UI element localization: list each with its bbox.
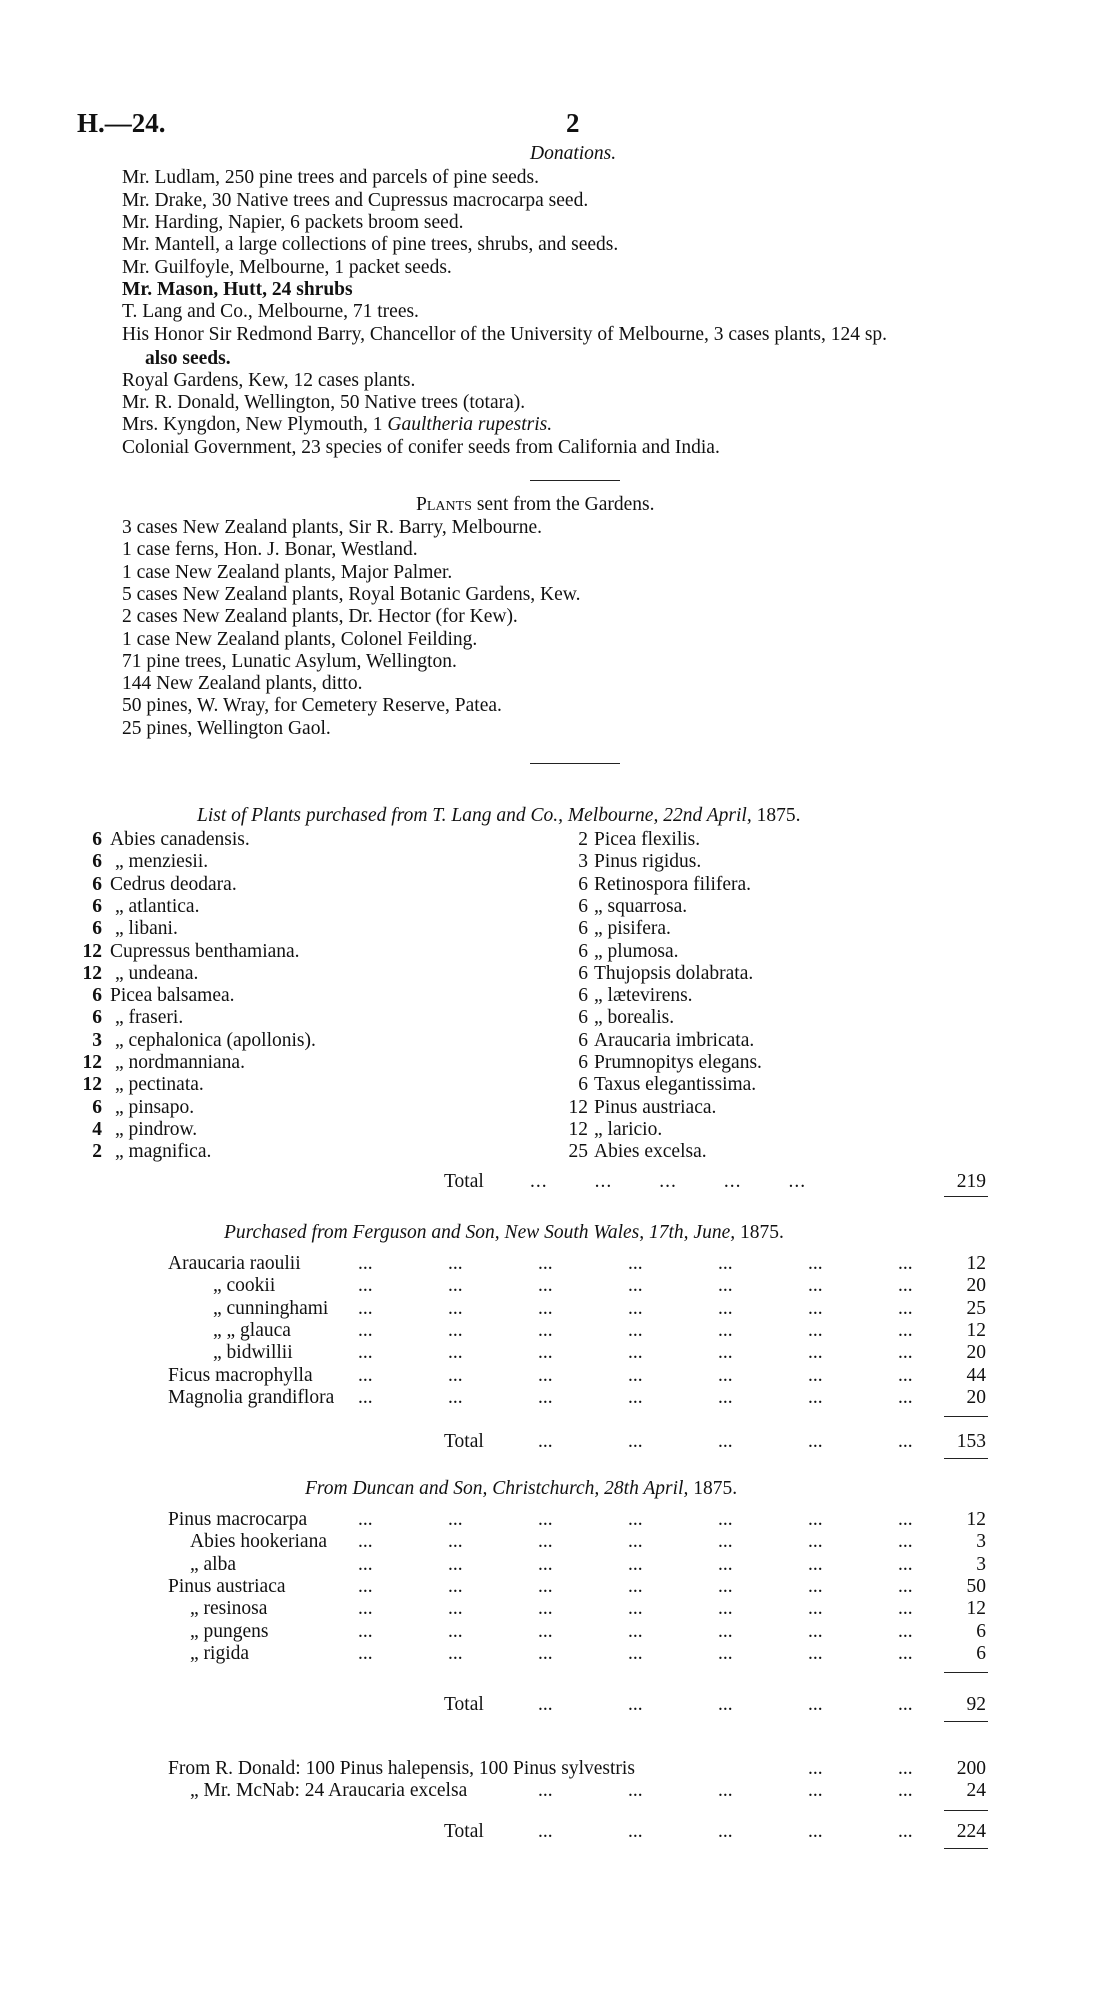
- leader-dots: ...: [448, 1509, 463, 1530]
- row-name: „ cunninghami: [213, 1297, 329, 1319]
- row-name: „ cookii: [213, 1275, 276, 1297]
- leader-dots: ...: [538, 1620, 553, 1642]
- donation-entry: T. Lang and Co., Melbourne, 71 trees.: [122, 301, 419, 322]
- leader-dots: ...: [718, 1598, 733, 1620]
- leader-dots: ...: [448, 1253, 463, 1274]
- series-label: H.—24.: [77, 108, 166, 138]
- leader-dots: ...: [898, 1342, 913, 1364]
- plant-name: Taxus elegantissima.: [594, 1074, 757, 1096]
- plant-quantity: 6: [578, 985, 588, 1007]
- leader-dots: ...: [538, 1386, 553, 1408]
- ferguson-title: [224, 1221, 784, 1244]
- plants-sent-entry: 50 pines, W. Wray, for Cemetery Reserve, Patea.: [122, 695, 502, 717]
- leader-dots: ...: [718, 1642, 733, 1664]
- leader-dots: ...: [898, 1758, 913, 1779]
- donation-entry: Mr. Drake, 30 Native trees and Cupressus macrocarpa seed.: [122, 190, 589, 211]
- leader-dots: ...: [718, 1342, 733, 1364]
- plant-name: „ pindrow.: [115, 1118, 198, 1140]
- plant-quantity: 3: [578, 851, 588, 873]
- plant-name: „ nordmanniana.: [115, 1052, 245, 1073]
- plant-quantity: 25: [568, 1141, 588, 1163]
- plants-sent-title: [416, 493, 654, 516]
- donation-entry: Mr. Ludlam, 250 pine trees and parcels of pine seeds.: [122, 167, 539, 188]
- leader-dots: ...: [718, 1620, 733, 1642]
- row-name: Pinus macrocarpa: [168, 1509, 308, 1530]
- leader-dots: ...: [538, 1575, 553, 1597]
- section-divider: [530, 480, 620, 481]
- leader-dots: ...: [808, 1575, 823, 1597]
- leader-dots: ...: [808, 1386, 823, 1408]
- leader-dots: ...: [538, 1431, 553, 1452]
- donation-entry-text: Mrs. Kyngdon, New Plymouth, 1: [122, 414, 388, 435]
- row-name: „ „ glauca: [213, 1319, 291, 1341]
- lang-list-title: [197, 804, 800, 827]
- row-value: 20: [966, 1342, 986, 1364]
- row-value: 12: [966, 1598, 986, 1620]
- leader-dots: ...: [358, 1364, 373, 1386]
- leader-dots: ...: [538, 1509, 553, 1530]
- plant-quantity: 4: [92, 1118, 102, 1140]
- leader-dots: ...: [358, 1297, 373, 1319]
- donation-entry: Colonial Government, 23 species of conifer seeds from California and India.: [122, 437, 720, 458]
- row-value: 12: [966, 1319, 986, 1341]
- row-name: „ alba: [190, 1553, 237, 1575]
- leader-dots: ...: [808, 1364, 823, 1386]
- leader-dots: ...: [898, 1780, 913, 1801]
- row-value: 50: [966, 1575, 986, 1597]
- total-value: 219: [956, 1171, 986, 1192]
- total-rule: [944, 1672, 988, 1673]
- leader-dots: ...: [718, 1297, 733, 1319]
- leader-dots: ...: [448, 1531, 463, 1553]
- leader-dots: ...: [808, 1821, 823, 1842]
- page-number: 2: [566, 108, 580, 138]
- leader-dots: ...: [538, 1642, 553, 1664]
- leader-dots: ...: [358, 1553, 373, 1575]
- row-name: From R. Donald: 100 Pinus halepensis, 100 Pinus sylvestris: [168, 1758, 635, 1779]
- plant-quantity: 6: [578, 918, 588, 940]
- leader-dots: ...: [718, 1553, 733, 1575]
- leader-dots: ...: [628, 1553, 643, 1575]
- leader-dots: ...: [538, 1821, 553, 1842]
- row-name: Magnolia grandiflora: [168, 1386, 335, 1408]
- row-value: 20: [966, 1386, 986, 1408]
- donation-entry: Royal Gardens, Kew, 12 cases plants.: [122, 370, 416, 391]
- leader-dots: ...: [538, 1253, 553, 1274]
- plant-quantity: 12: [82, 962, 102, 984]
- leader-dots: ...: [538, 1364, 553, 1386]
- plant-name: Abies excelsa.: [594, 1141, 707, 1163]
- leader-dots: ...: [808, 1275, 823, 1297]
- leader-dots: ...: [628, 1575, 643, 1597]
- plant-name: Picea flexilis.: [594, 829, 701, 850]
- leader-dots: ...: [538, 1319, 553, 1341]
- leader-dots: ...: [808, 1431, 823, 1452]
- row-value: 12: [966, 1509, 986, 1530]
- leader-dots: ...: [808, 1342, 823, 1364]
- plant-name: Prumnopitys elegans.: [594, 1052, 762, 1073]
- leader-dots: ...: [808, 1531, 823, 1553]
- leader-dots: ...: [898, 1319, 913, 1341]
- plant-quantity: 6: [92, 918, 102, 940]
- total-label: Total: [444, 1821, 484, 1842]
- leader-dots: ...: [538, 1531, 553, 1553]
- row-value: 6: [976, 1620, 986, 1642]
- plant-quantity: 6: [92, 873, 102, 895]
- plant-name: Cedrus deodara.: [110, 873, 237, 895]
- leader-dots: ...: [448, 1575, 463, 1597]
- leader-dots: ...: [718, 1531, 733, 1553]
- plant-name: „ pisifera.: [594, 918, 671, 940]
- leader-dots: ...: [358, 1342, 373, 1364]
- plants-sent-title-rest: sent from the Gardens.: [471, 494, 655, 515]
- plant-quantity: 6: [92, 985, 102, 1007]
- leader-dots: ...: [538, 1342, 553, 1364]
- total-rule: [944, 1810, 988, 1811]
- leader-dots: ...: [808, 1598, 823, 1620]
- row-value: 20: [966, 1275, 986, 1297]
- plant-name: „ laricio.: [594, 1118, 663, 1140]
- total-label: Total: [444, 1431, 484, 1452]
- row-value: 200: [956, 1758, 986, 1779]
- leader-dots: ...: [358, 1620, 373, 1642]
- leader-dots: ...: [628, 1319, 643, 1341]
- duncan-title-text: From Duncan and Son, Christchurch, 28th April,: [305, 1478, 689, 1499]
- leader-dots: ...: [628, 1620, 643, 1642]
- total-label: Total: [444, 1171, 484, 1192]
- total-value: 92: [966, 1694, 986, 1715]
- leader-dots: ...: [358, 1275, 373, 1297]
- leader-dots: ...: [898, 1575, 913, 1597]
- leader-dots: ...: [718, 1431, 733, 1452]
- row-name: „ rigida: [190, 1642, 250, 1664]
- leader-dots: ...: [718, 1575, 733, 1597]
- leader-dots: ...: [628, 1253, 643, 1274]
- plant-name: „ cephalonica (apollonis).: [115, 1029, 316, 1051]
- leader-dots: ...: [898, 1620, 913, 1642]
- duncan-title-year: 1875.: [693, 1478, 738, 1499]
- plant-quantity: 6: [578, 940, 588, 962]
- plant-name: Cupressus benthamiana.: [110, 940, 300, 962]
- leader-dots: ...: [808, 1642, 823, 1664]
- row-value: 24: [966, 1780, 986, 1801]
- leader-dots: ...: [898, 1275, 913, 1297]
- donation-entry: Mr. Harding, Napier, 6 packets broom seed.: [122, 212, 464, 233]
- donation-entry: [122, 413, 552, 436]
- leader-dots: ...: [358, 1575, 373, 1597]
- total-rule: [944, 1458, 988, 1459]
- total-rule: [944, 1196, 988, 1197]
- plant-name: Araucaria imbricata.: [594, 1029, 755, 1051]
- plants-sent-entry: 1 case New Zealand plants, Major Palmer.: [122, 561, 453, 583]
- plant-name: Abies canadensis.: [110, 829, 250, 850]
- leader-dots: ...: [628, 1598, 643, 1620]
- plants-sent-entry: 5 cases New Zealand plants, Royal Botanic Gardens, Kew.: [122, 583, 581, 605]
- plant-quantity: 6: [92, 829, 102, 850]
- lang-list-title-year: 1875.: [756, 805, 801, 826]
- row-name: Abies hookeriana: [190, 1531, 327, 1553]
- plant-quantity: 6: [92, 851, 102, 873]
- leader-dots: ...: [898, 1598, 913, 1620]
- leader-dots: ...: [358, 1386, 373, 1408]
- row-value: 12: [966, 1253, 986, 1274]
- duncan-title: [305, 1477, 737, 1500]
- donation-entry: Mr. Mantell, a large collections of pine trees, shrubs, and seeds.: [122, 234, 619, 255]
- leader-dots: ...: [448, 1319, 463, 1341]
- plant-name: Thujopsis dolabrata.: [594, 962, 754, 984]
- leader-dots: ...: [808, 1297, 823, 1319]
- leader-dots: ...: [718, 1509, 733, 1530]
- row-value: 6: [976, 1642, 986, 1664]
- leader-dots: ...: [718, 1319, 733, 1341]
- leader-dots: ...: [448, 1386, 463, 1408]
- leader-dots: ...: [808, 1319, 823, 1341]
- plants-sent-entry: 1 case New Zealand plants, Colonel Feilding.: [122, 628, 478, 650]
- row-name: „ bidwillii: [213, 1342, 293, 1364]
- plant-name: „ pectinata.: [115, 1074, 204, 1096]
- plant-quantity: 12: [82, 1052, 102, 1073]
- leader-dots: ...: [358, 1319, 373, 1341]
- row-name: „ pungens: [190, 1620, 269, 1642]
- donation-entry: Mr. R. Donald, Wellington, 50 Native trees (totara).: [122, 392, 526, 413]
- plant-quantity: 2: [578, 829, 588, 850]
- leader-dots: ...: [538, 1553, 553, 1575]
- leader-dots: ...: [628, 1531, 643, 1553]
- plant-quantity: 6: [578, 1029, 588, 1051]
- leader-dots: ...: [808, 1253, 823, 1274]
- plant-name: „ libani.: [115, 918, 178, 940]
- leader-dots: ...: [448, 1642, 463, 1664]
- row-value: 44: [966, 1364, 986, 1386]
- plant-quantity: 6: [578, 1052, 588, 1073]
- leader-dots: ...: [898, 1509, 913, 1530]
- leader-dots: ...: [628, 1297, 643, 1319]
- plant-name: „ pinsapo.: [115, 1096, 195, 1118]
- leader-dots: ...: [808, 1620, 823, 1642]
- leader-dots: ...: [898, 1297, 913, 1319]
- leader-dots: ...: [448, 1297, 463, 1319]
- plant-quantity: 6: [578, 962, 588, 984]
- plants-sent-title-caps: Plants: [416, 494, 472, 515]
- leader-dots: ...: [898, 1642, 913, 1664]
- plant-name: „ fraseri.: [115, 1007, 184, 1029]
- leader-dots: ...: [898, 1694, 913, 1715]
- leader-dots: ...: [808, 1509, 823, 1530]
- lang-list-title-text: List of Plants purchased from T. Lang and Co., Melbourne, 22nd April,: [197, 805, 752, 826]
- leader-dots: ...: [628, 1364, 643, 1386]
- plant-quantity: 6: [92, 1007, 102, 1029]
- leader-dots: ...: [358, 1509, 373, 1530]
- total-rule: [944, 1721, 988, 1722]
- leader-dots: ...: [718, 1275, 733, 1297]
- plant-name: „ borealis.: [594, 1007, 675, 1029]
- plant-name: „ undeana.: [115, 962, 199, 984]
- row-name: „ Mr. McNab: 24 Araucaria excelsa: [190, 1780, 468, 1801]
- leader-dots: ...: [718, 1821, 733, 1842]
- leader-dots: ...: [628, 1431, 643, 1452]
- plant-name: Pinus austriaca.: [594, 1096, 717, 1118]
- leader-dots: ...: [808, 1758, 823, 1779]
- leader-dots: ...: [898, 1253, 913, 1274]
- leader-dots: ...: [718, 1253, 733, 1274]
- leader-dots: ...: [448, 1620, 463, 1642]
- donations-title: Donations.: [530, 143, 617, 164]
- leader-dots: ...: [448, 1598, 463, 1620]
- leader-dots: ...: [628, 1386, 643, 1408]
- leader-dots: ...: [898, 1553, 913, 1575]
- leader-dots: ...: [628, 1780, 643, 1801]
- leader-dots: ...: [358, 1598, 373, 1620]
- plants-sent-entry: 71 pine trees, Lunatic Asylum, Wellington.: [122, 650, 457, 672]
- leader-dots: ...: [538, 1694, 553, 1715]
- plant-name: „ magnifica.: [115, 1141, 212, 1163]
- plant-quantity: 6: [578, 873, 588, 895]
- plant-quantity: 2: [92, 1141, 102, 1163]
- plants-sent-entry: 144 New Zealand plants, ditto.: [122, 673, 363, 695]
- leader-dots: ...: [628, 1694, 643, 1715]
- plant-name: Retinospora filifera.: [594, 873, 752, 895]
- plant-quantity: 6: [578, 895, 588, 917]
- leader-dots: ...: [628, 1275, 643, 1297]
- row-name: Ficus macrophylla: [168, 1364, 313, 1386]
- plant-name: „ lætevirens.: [594, 985, 693, 1007]
- leader-dots: ...: [628, 1342, 643, 1364]
- row-name: Pinus austriaca: [168, 1575, 286, 1597]
- ferguson-title-text: Purchased from Ferguson and Son, New South Wales, 17th, June,: [224, 1222, 736, 1243]
- donation-entry: Mr. Guilfoyle, Melbourne, 1 packet seeds.: [122, 257, 452, 278]
- plant-name: „ atlantica.: [115, 895, 200, 917]
- plant-quantity: 3: [92, 1029, 102, 1051]
- plant-name: Picea balsamea.: [110, 985, 235, 1007]
- total-rule: [944, 1416, 988, 1417]
- plants-sent-entry: 2 cases New Zealand plants, Dr. Hector (for Kew).: [122, 606, 518, 628]
- ferguson-title-year: 1875.: [740, 1222, 784, 1243]
- leader-dots: ...: [448, 1364, 463, 1386]
- leader-dots: ...: [898, 1364, 913, 1386]
- leader-dots: ...: [898, 1431, 913, 1452]
- leader-dots: ...: [718, 1364, 733, 1386]
- plant-name: „ squarrosa.: [594, 895, 688, 917]
- plant-quantity: 12: [568, 1118, 588, 1140]
- row-value: 3: [976, 1553, 986, 1575]
- plants-sent-entry: 25 pines, Wellington Gaol.: [122, 717, 331, 739]
- leader-dots: ...: [718, 1780, 733, 1801]
- leader-dots: ...: [628, 1509, 643, 1530]
- plants-sent-entry: 3 cases New Zealand plants, Sir R. Barry, Melbourne.: [122, 517, 543, 538]
- leader-dots: ...: [448, 1342, 463, 1364]
- leader-dots: ...: [538, 1275, 553, 1297]
- leader-dots: ...: [808, 1553, 823, 1575]
- donation-entry: Mr. Mason, Hutt, 24 shrubs: [122, 279, 353, 300]
- donation-entry: also seeds.: [145, 348, 231, 369]
- total-value: 224: [956, 1821, 986, 1842]
- leader-dots: ...: [628, 1642, 643, 1664]
- leader-dots: ...: [718, 1386, 733, 1408]
- donation-entry: His Honor Sir Redmond Barry, Chancellor of the University of Melbourne, 3 cases plants, 124 sp.: [122, 324, 888, 345]
- leader-dots: ...: [358, 1531, 373, 1553]
- plant-quantity: 6: [92, 1096, 102, 1118]
- plant-quantity: 6: [578, 1007, 588, 1029]
- species-name: Gaultheria rupestris.: [387, 414, 553, 435]
- leader-dots: ...: [808, 1780, 823, 1801]
- plant-name: „ menziesii.: [115, 851, 209, 873]
- section-divider: [530, 763, 620, 764]
- row-name: Araucaria raoulii: [168, 1253, 301, 1274]
- plant-quantity: 12: [568, 1096, 588, 1118]
- leader-dots: ...: [808, 1694, 823, 1715]
- leader-dots: ...: [448, 1553, 463, 1575]
- total-rule: [944, 1848, 988, 1849]
- plant-quantity: 6: [578, 1074, 588, 1096]
- total-value: 153: [956, 1431, 986, 1452]
- leader-dots: ...: [898, 1531, 913, 1553]
- leader-dots: ...: [538, 1780, 553, 1801]
- leader-dots: ...: [898, 1386, 913, 1408]
- row-value: 25: [966, 1297, 986, 1319]
- leader-dots: ...: [448, 1275, 463, 1297]
- leader-dots: ...: [358, 1642, 373, 1664]
- leader-dots: ...: [898, 1821, 913, 1842]
- plant-name: „ plumosa.: [594, 940, 679, 962]
- plant-quantity: 12: [82, 1074, 102, 1096]
- leader-dots: ...: [538, 1297, 553, 1319]
- plant-quantity: 12: [82, 940, 102, 962]
- leader-dots: ...: [628, 1821, 643, 1842]
- row-value: 3: [976, 1531, 986, 1553]
- plants-sent-entry: 1 case ferns, Hon. J. Bonar, Westland.: [122, 539, 418, 561]
- leader-dots: ...: [538, 1598, 553, 1620]
- leader-dots: ... ... ... ... ...: [530, 1171, 807, 1192]
- row-name: „ resinosa: [190, 1598, 268, 1620]
- total-label: Total: [444, 1694, 484, 1715]
- leader-dots: ...: [358, 1253, 373, 1274]
- plant-name: Pinus rigidus.: [594, 851, 702, 873]
- leader-dots: ...: [718, 1694, 733, 1715]
- plant-quantity: 6: [92, 895, 102, 917]
